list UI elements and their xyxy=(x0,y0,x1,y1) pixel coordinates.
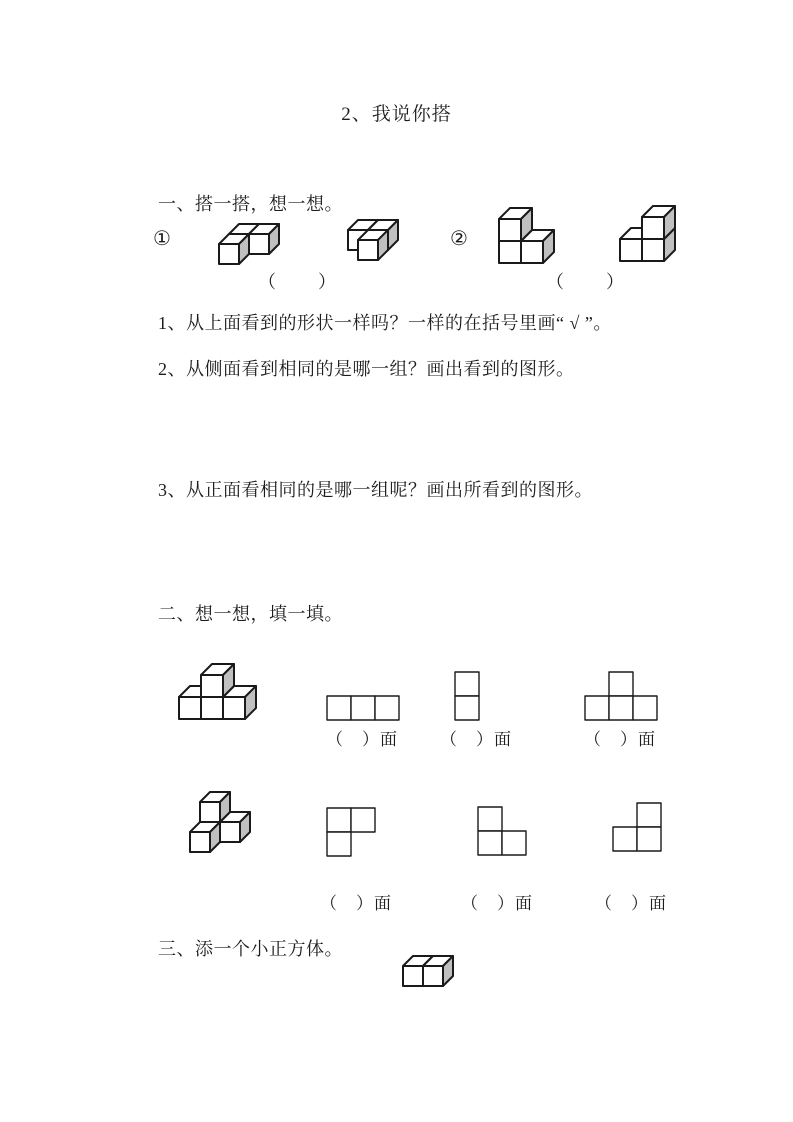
cube-figure-3 xyxy=(177,662,258,721)
face-count-label-4: （ ）面 xyxy=(320,894,392,913)
item2-number: ② xyxy=(450,226,468,250)
cube-figure-1-right xyxy=(336,218,400,262)
cube-figure-2-left xyxy=(497,206,556,265)
view-grid-3 xyxy=(583,670,659,722)
question-3: 3、从正面看相同的是哪一组呢？画出所看到的图形。 xyxy=(158,480,593,500)
cube-figure-5 xyxy=(401,954,455,988)
section3-heading: 三、添一个小正方体。 xyxy=(158,939,343,959)
face-count-label-6: （ ）面 xyxy=(595,894,667,913)
face-count-label-3: （ ）面 xyxy=(584,730,656,749)
face-count-label-1: （ ）面 xyxy=(326,730,398,749)
view-grid-4 xyxy=(325,806,377,858)
item1-number: ① xyxy=(153,226,171,250)
view-grid-6 xyxy=(611,801,663,853)
cube-figure-1-left xyxy=(217,222,281,266)
question-2: 2、从侧面看到相同的是哪一组？画出看到的图形。 xyxy=(158,359,575,379)
face-count-label-5: （ ）面 xyxy=(461,894,533,913)
answer-parens-1: （ ） xyxy=(258,272,338,292)
section1-heading: 一、搭一搭，想一想。 xyxy=(158,194,343,214)
view-grid-1 xyxy=(325,694,401,722)
view-grid-2 xyxy=(453,670,481,722)
face-count-label-2: （ ）面 xyxy=(440,730,512,749)
view-grid-5 xyxy=(476,805,528,857)
answer-parens-2: （ ） xyxy=(546,272,626,292)
cube-figure-4 xyxy=(188,790,252,854)
section2-heading: 二、想一想，填一填。 xyxy=(158,604,343,624)
question-1: 1、从上面看到的形状一样吗？一样的在括号里画“ √ ”。 xyxy=(158,313,612,333)
cube-figure-2-right xyxy=(618,204,677,263)
page-title: 2、我说你搭 xyxy=(341,104,452,125)
